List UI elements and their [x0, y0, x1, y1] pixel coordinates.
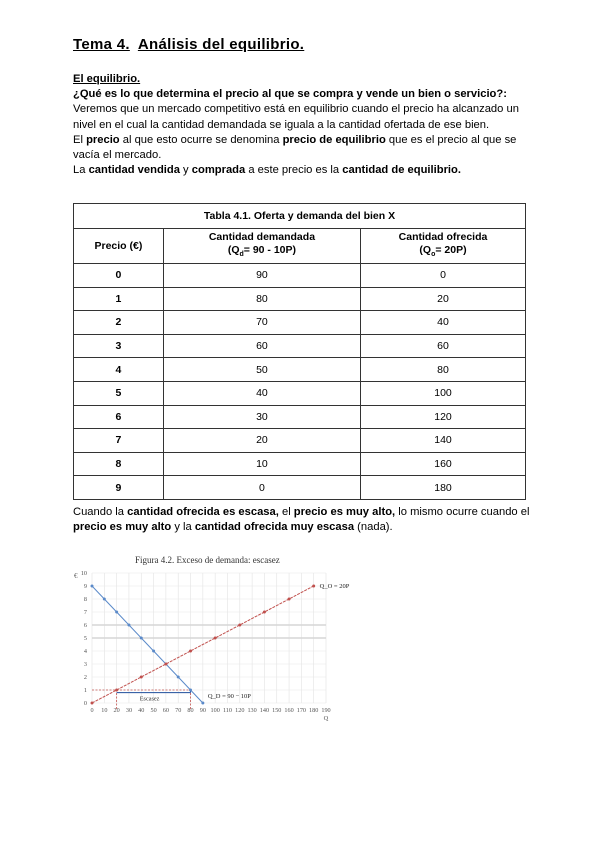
- x-tick-label: 90: [199, 707, 206, 714]
- supply-demand-table: [73, 203, 526, 500]
- text: lo mismo ocurre cuando el: [395, 506, 530, 518]
- y-tick-label: 8: [83, 596, 87, 603]
- data-point: [263, 611, 266, 614]
- table-row: [74, 287, 526, 311]
- cell-supply: 140: [361, 429, 526, 453]
- data-point: [164, 663, 167, 666]
- y-tick-label: 5: [83, 635, 87, 642]
- cell-demand: 50: [163, 358, 360, 382]
- y-tick-label: 0: [83, 700, 87, 707]
- x-tick-label: 100: [210, 707, 220, 714]
- cell-price: 2: [74, 311, 164, 335]
- x-tick-label: 120: [235, 707, 245, 714]
- cell-demand: 20: [163, 429, 360, 453]
- cell-price: 9: [74, 476, 164, 500]
- cell-price: 4: [74, 358, 164, 382]
- formula: = 90 - 10P): [243, 243, 297, 256]
- cell-price: 5: [74, 381, 164, 405]
- cell-price: 3: [74, 334, 164, 358]
- cell-demand: 40: [163, 381, 360, 405]
- cell-supply: 60: [361, 334, 526, 358]
- data-point: [115, 689, 118, 692]
- x-tick-label: 190: [321, 707, 331, 714]
- cell-price: 1: [74, 287, 164, 311]
- formula: (Q: [419, 243, 432, 256]
- x-tick-label: 180: [309, 707, 319, 714]
- cell-supply: 80: [361, 358, 526, 382]
- x-tick-label: 70: [175, 707, 182, 714]
- title-part-2: Análisis del equilibrio.: [137, 36, 305, 53]
- cell-demand: 0: [163, 476, 360, 500]
- table-header-row: [74, 229, 526, 264]
- title-part-1: Tema 4.: [73, 36, 130, 53]
- text: (nada).: [354, 521, 393, 534]
- supply-demand-chart: [70, 552, 360, 722]
- header-demand-label: Cantidad demandada: [208, 230, 316, 243]
- header-price: Precio (€): [74, 229, 164, 264]
- text: el: [278, 506, 294, 518]
- chart-title: Figura 4.2. Exceso de demanda: escasez: [135, 555, 280, 565]
- text: y: [179, 164, 192, 177]
- y-axis-label: €: [74, 572, 78, 580]
- data-point: [127, 624, 130, 627]
- demand-curve-label: Q_D = 90 − 10P: [207, 692, 251, 700]
- x-tick-label: 140: [259, 707, 270, 714]
- x-tick-label: 80: [187, 707, 194, 714]
- paragraph-1: Veremos que un mercado competitivo está en equilibrio cuando el precio ha alcanzado un nivel en el cual la cantidad demandada se iguala a la cantidad ofertada de ese bien.: [73, 103, 519, 131]
- y-tick-label: 10: [80, 570, 87, 577]
- page-title: [73, 36, 304, 53]
- conclusion-paragraph: [73, 505, 543, 535]
- table-caption: Tabla 4.1. Oferta y demanda del bien X: [74, 204, 526, 229]
- x-tick-label: 0: [90, 707, 94, 714]
- text: La: [73, 164, 89, 177]
- y-tick-label: 9: [83, 583, 87, 590]
- cell-supply: 20: [361, 287, 526, 311]
- cell-supply: 100: [361, 381, 526, 405]
- y-tick-label: 1: [83, 687, 87, 694]
- formula: (Q: [227, 243, 240, 256]
- x-tick-label: 30: [125, 707, 133, 714]
- data-point: [312, 585, 315, 588]
- bold-text: precio es muy alto,: [293, 506, 396, 518]
- data-point: [189, 689, 192, 692]
- bold-text: cantidad ofrecida es escasa,: [127, 506, 279, 518]
- table-row: [74, 334, 526, 358]
- x-tick-label: 20: [113, 707, 120, 714]
- table-body: [74, 264, 526, 500]
- cell-price: 6: [74, 405, 164, 429]
- table-row: [74, 429, 526, 453]
- y-tick-label: 6: [83, 622, 87, 629]
- paragraph-4: [73, 505, 543, 535]
- data-point: [91, 585, 94, 588]
- subscript: o: [431, 251, 436, 259]
- bold-text: precio es muy alto: [73, 521, 172, 534]
- text: a este precio es la: [245, 164, 343, 177]
- data-point: [91, 702, 94, 705]
- cell-demand: 70: [163, 311, 360, 335]
- cell-supply: 180: [361, 476, 526, 500]
- table-row: [74, 381, 526, 405]
- formula: = 20P): [435, 243, 467, 256]
- question-text: ¿Qué es lo que determina el precio al que se compra y vende un bien o servicio?:: [73, 88, 507, 101]
- data-point: [189, 650, 192, 653]
- y-tick-label: 7: [83, 609, 87, 616]
- cell-price: 8: [74, 452, 164, 476]
- data-point: [103, 598, 106, 601]
- table-row: [74, 452, 526, 476]
- data-point: [238, 624, 241, 627]
- table-row: [74, 476, 526, 500]
- table-row: [74, 358, 526, 382]
- shortage-label: Escasez: [139, 695, 160, 703]
- text: y la: [171, 521, 195, 534]
- text: El: [73, 133, 87, 146]
- data-point: [214, 637, 217, 640]
- data-point: [115, 611, 118, 614]
- table-row: [74, 264, 526, 288]
- cell-supply: 40: [361, 311, 526, 335]
- intro-section: [73, 72, 543, 178]
- x-tick-label: 50: [150, 707, 157, 714]
- demand-curve: [92, 586, 203, 703]
- paragraph-2: [73, 133, 543, 163]
- cell-supply: 0: [361, 264, 526, 288]
- text: al que esto ocurre se denomina: [119, 133, 283, 146]
- bold-text: cantidad vendida: [88, 164, 180, 177]
- cell-demand: 30: [163, 405, 360, 429]
- data-point: [140, 637, 143, 640]
- bold-text: precio: [86, 133, 120, 146]
- x-tick-label: 160: [284, 707, 294, 714]
- bold-text: cantidad de equilibrio.: [342, 164, 461, 177]
- x-axis-label: Q: [323, 715, 329, 722]
- text: que es el precio al que se vacía el mercado.: [73, 133, 517, 162]
- data-point: [140, 676, 143, 679]
- x-tick-label: 10: [101, 707, 108, 714]
- x-tick-label: 130: [247, 707, 257, 714]
- data-point: [201, 702, 204, 705]
- y-tick-label: 2: [83, 674, 87, 681]
- subscript: d: [239, 251, 244, 259]
- bold-text: cantidad ofrecida muy escasa: [194, 521, 355, 534]
- text: Cuando la: [73, 506, 128, 518]
- y-tick-label: 4: [83, 648, 87, 655]
- x-tick-label: 170: [296, 707, 307, 714]
- cell-supply: 160: [361, 452, 526, 476]
- bold-text: comprada: [191, 164, 246, 177]
- header-supply: [361, 229, 526, 264]
- cell-supply: 120: [361, 405, 526, 429]
- header-demand: [163, 229, 360, 264]
- section-heading: El equilibrio.: [73, 73, 141, 85]
- cell-price: 7: [74, 429, 164, 453]
- data-point: [288, 598, 291, 601]
- y-tick-label: 3: [83, 661, 87, 668]
- data-point: [152, 650, 155, 653]
- table-row: [74, 405, 526, 429]
- cell-demand: 10: [163, 452, 360, 476]
- cell-demand: 80: [163, 287, 360, 311]
- data-point: [177, 676, 180, 679]
- bold-text: precio de equilibrio: [282, 133, 386, 146]
- x-tick-label: 110: [222, 707, 233, 714]
- table-row: [74, 311, 526, 335]
- x-tick-label: 60: [162, 707, 169, 714]
- cell-demand: 60: [163, 334, 360, 358]
- x-tick-label: 40: [138, 707, 145, 714]
- paragraph-3: [73, 163, 543, 178]
- x-tick-label: 150: [272, 707, 282, 714]
- cell-demand: 90: [163, 264, 360, 288]
- header-supply-label: Cantidad ofrecida: [398, 230, 488, 243]
- cell-price: 0: [74, 264, 164, 288]
- supply-curve-label: Q_O = 20P: [319, 583, 350, 590]
